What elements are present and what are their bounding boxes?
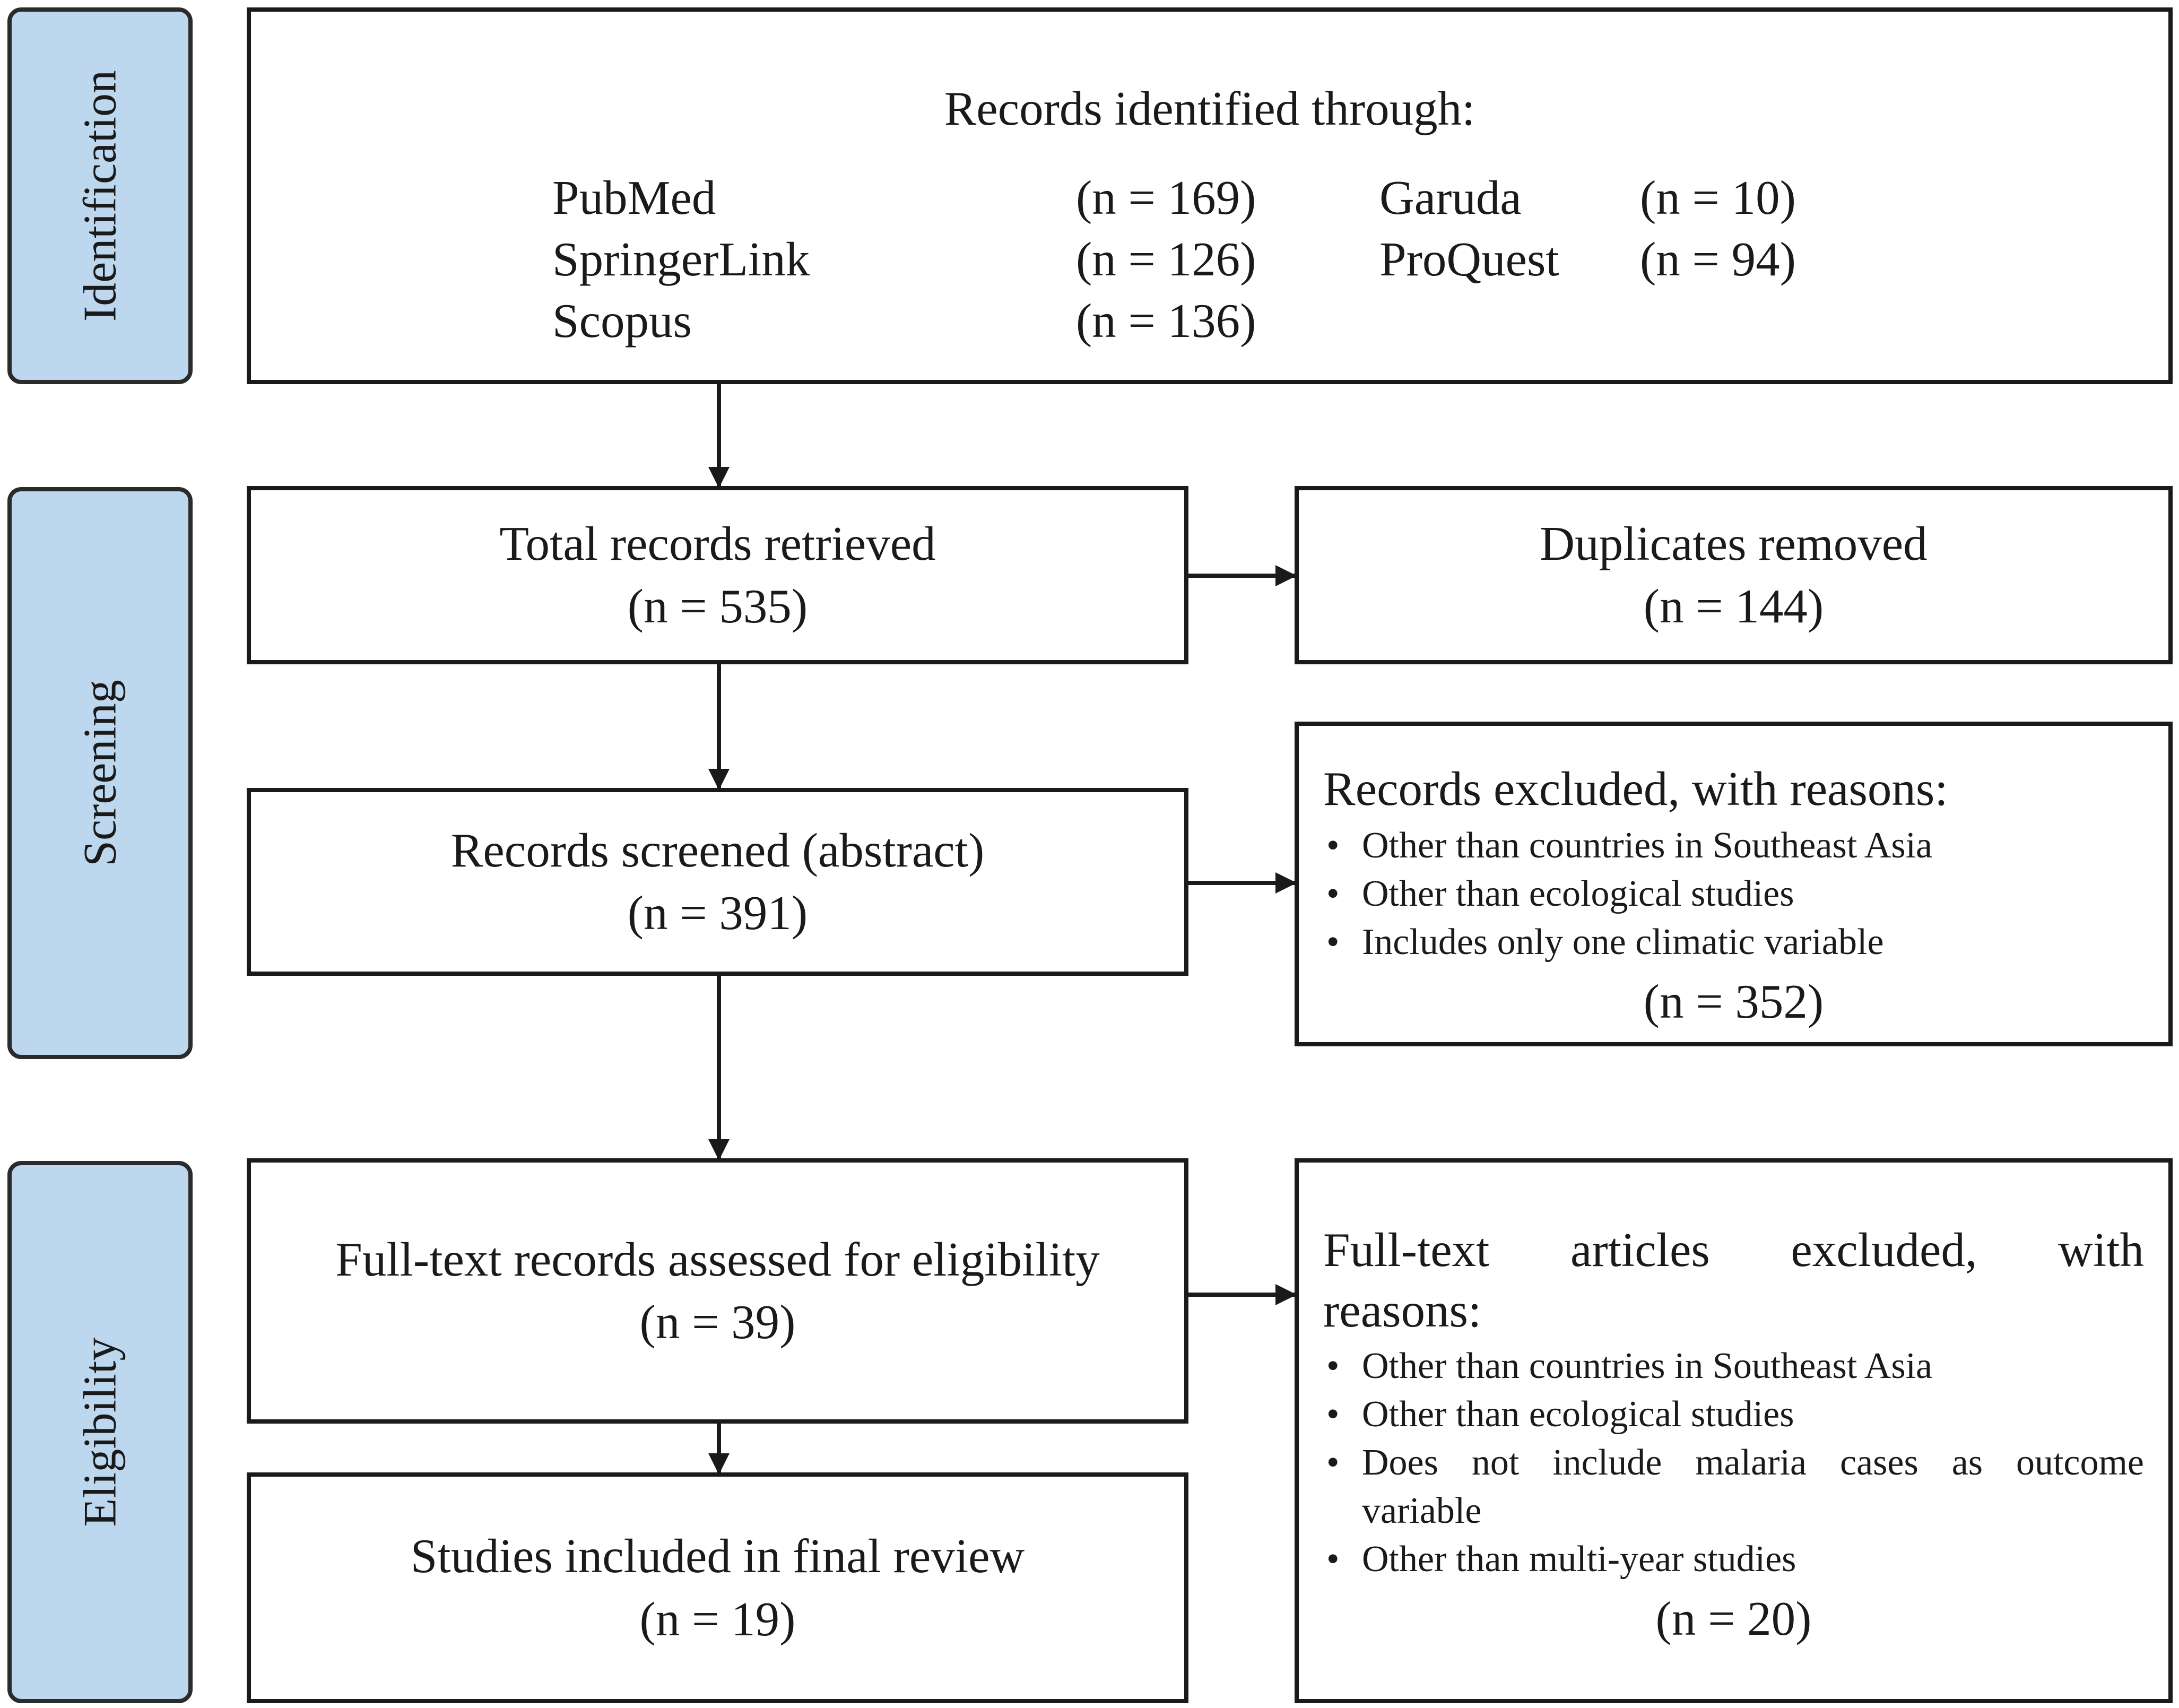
- source-name: PubMed: [552, 171, 716, 224]
- source-count: (n = 136): [1076, 294, 1256, 348]
- reason-item: • Includes only one climatic variable: [1323, 918, 2144, 966]
- fulltext-label: Full-text records assessed for eligibility: [335, 1232, 1100, 1286]
- duplicates-label: Duplicates removed: [1540, 516, 1928, 570]
- title-word: articles: [1570, 1223, 1710, 1277]
- fulltext-box: [247, 1158, 1188, 1424]
- duplicates-box: [1295, 486, 2173, 664]
- reason-item: • Does not include malaria cases as outcome: [1323, 1438, 2144, 1487]
- screen-excluded-box: [1295, 722, 2173, 1046]
- screen-excluded-count: (n = 352): [1643, 974, 1824, 1028]
- total-retrieved-count: (n = 535): [627, 579, 808, 633]
- reason-item: • Other than multi-year studies: [1323, 1535, 2144, 1583]
- source-name: SpringerLink: [552, 232, 810, 286]
- included-box: [247, 1472, 1188, 1703]
- screened-box: [247, 788, 1188, 976]
- screen-excluded-reasons: [1323, 821, 2144, 966]
- included-label: Studies included in final review: [410, 1529, 1025, 1583]
- fulltext-excluded-title-line1: [1323, 1220, 2144, 1280]
- fulltext-count: (n = 39): [639, 1295, 796, 1349]
- phase-eligibility-label: Eligibility: [74, 1337, 126, 1527]
- phase-screening-label: Screening: [74, 680, 126, 866]
- reason-item: • Other than countries in Southeast Asia: [1323, 821, 2144, 870]
- phase-eligibility: [7, 1161, 193, 1703]
- title-word: Full-text: [1323, 1223, 1490, 1277]
- reason-item: • Other than countries in Southeast Asia: [1323, 1342, 2144, 1390]
- reason-item: • Other than ecological studies: [1323, 1390, 2144, 1438]
- fulltext-excluded-count: (n = 20): [1655, 1591, 1812, 1645]
- fulltext-excluded-reasons: [1323, 1342, 2144, 1583]
- total-retrieved-label: Total records retrieved: [499, 516, 936, 570]
- fulltext-excluded-box: [1295, 1158, 2173, 1703]
- fulltext-excluded-title-line2: reasons:: [1323, 1283, 1482, 1337]
- source-count: (n = 10): [1640, 171, 1796, 224]
- source-name: ProQuest: [1379, 232, 1559, 286]
- duplicates-count: (n = 144): [1643, 579, 1824, 633]
- screened-label: Records screened (abstract): [450, 823, 985, 877]
- phase-identification-label: Identification: [74, 70, 126, 322]
- total-retrieved-box: [247, 486, 1188, 664]
- source-count: (n = 169): [1076, 171, 1256, 224]
- title-word: excluded,: [1791, 1223, 1977, 1277]
- screen-excluded-title: Records excluded, with reasons:: [1323, 762, 1948, 816]
- title-word: with: [2058, 1223, 2144, 1277]
- identification-title: Records identified through:: [944, 82, 1475, 135]
- identification-box: [247, 7, 2173, 384]
- phase-screening: [7, 487, 193, 1059]
- source-count: (n = 126): [1076, 232, 1256, 286]
- included-count: (n = 19): [639, 1592, 796, 1646]
- phase-identification: [7, 7, 193, 384]
- source-name: Scopus: [552, 294, 692, 348]
- screened-count: (n = 391): [627, 886, 808, 940]
- source-count: (n = 94): [1640, 232, 1796, 286]
- reason-continuation: variable: [1362, 1490, 1482, 1531]
- reason-item: • Other than ecological studies: [1323, 870, 2144, 918]
- source-name: Garuda: [1379, 171, 1522, 224]
